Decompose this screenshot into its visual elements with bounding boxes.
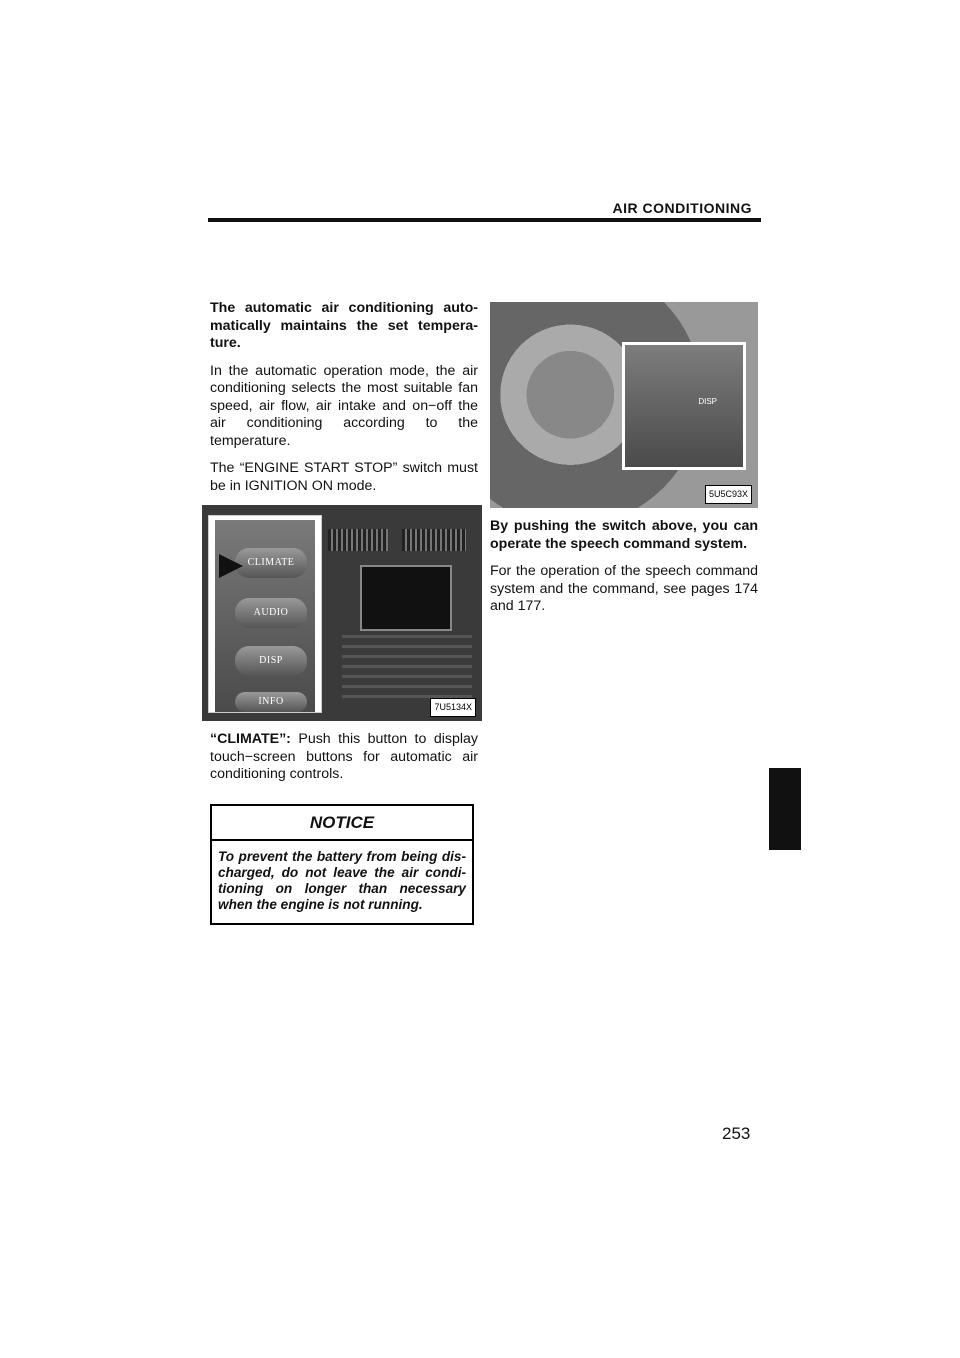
air-vent: [402, 529, 466, 551]
figure-code: 7U5134X: [430, 698, 476, 718]
button-panel-inset: [208, 515, 322, 713]
engine-switch-paragraph: The “ENGINE START STOP” switch must be in IGNITION ON mode.: [210, 460, 478, 494]
left-column: [210, 296, 478, 925]
notice-title: NOTICE: [212, 806, 472, 842]
header-rule: [208, 218, 761, 222]
disp-button-illustration: DISP: [235, 646, 307, 676]
speech-reference-paragraph: For the operation of the speech command system and the command, see pages 174 and 177.: [490, 563, 758, 614]
climate-desc-text: Push this button to display touch−screen buttons for automatic air conditioning controls.: [210, 731, 478, 782]
page-number: 253: [722, 1124, 751, 1143]
steering-switch-figure: [490, 302, 758, 508]
air-vent: [328, 529, 388, 551]
console-illustration: [342, 635, 472, 705]
disp-label: DISP: [698, 397, 717, 406]
speech-bold-paragraph: By pushing the switch above, you can operate the speech command system.: [490, 518, 758, 552]
right-column: [490, 302, 758, 626]
auto-mode-paragraph: In the automatic operation mode, the air conditioning selects the most suitable fan speed, air flow, air intake and on−off the air conditioning according to the temperature.: [210, 362, 478, 449]
switch-inset: [622, 342, 746, 470]
display-screen-illustration: [360, 565, 452, 631]
notice-box: [210, 804, 474, 926]
climate-button-figure: [202, 505, 482, 721]
audio-button-illustration: AUDIO: [235, 598, 307, 628]
pointer-arrow-icon: [219, 554, 243, 578]
section-header-title: AIR CONDITIONING: [612, 200, 752, 216]
info-button-illustration: INFO: [235, 692, 307, 712]
climate-description: [210, 731, 478, 784]
climate-term: “CLIMATE”:: [210, 731, 291, 747]
climate-button-illustration: CLIMATE: [235, 548, 307, 578]
notice-text: To prevent the battery from being discharged, do not leave the air conditioning on longer than necessary when the engine is not running.: [218, 849, 466, 912]
figure-code: 5U5C93X: [705, 485, 752, 505]
section-thumb-tab: [769, 768, 801, 850]
intro-bold-paragraph: The automatic air conditioning automatically maintains the set temperature.: [210, 300, 478, 351]
